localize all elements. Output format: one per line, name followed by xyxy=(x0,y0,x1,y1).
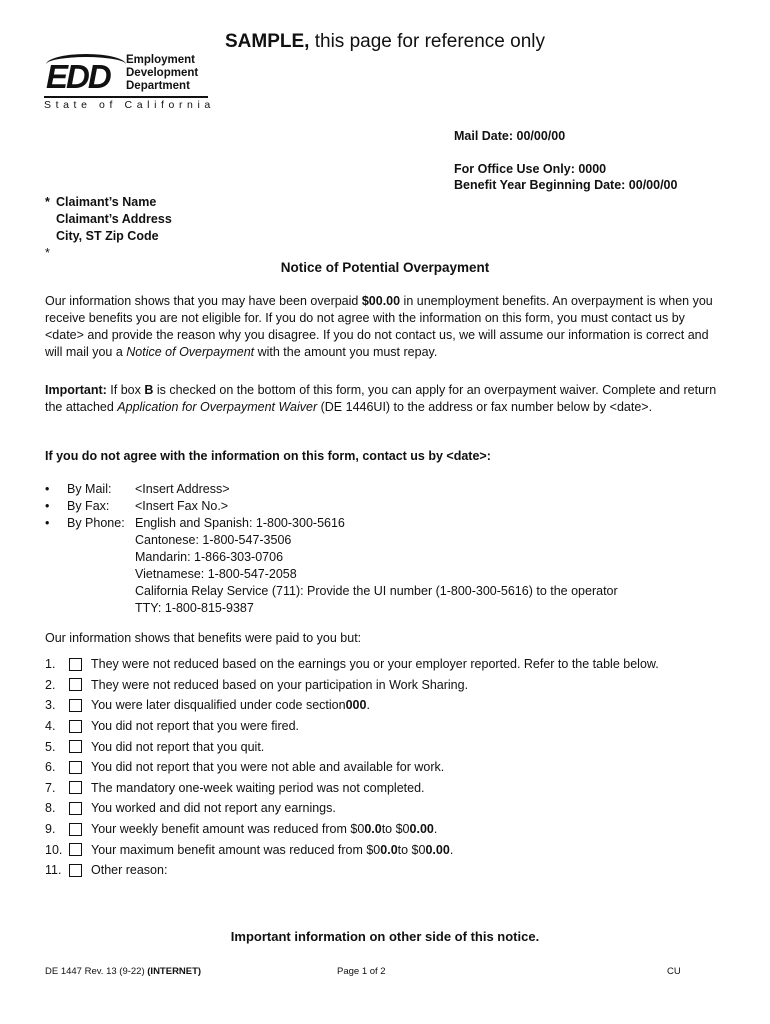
phone-line: Cantonese: 1-800-547-3506 xyxy=(135,533,292,547)
item-text: You did not report that you quit. xyxy=(91,739,265,754)
code-section: 000 xyxy=(345,698,367,713)
claimant-star-end: * xyxy=(45,246,50,260)
overpaid-amount: $00.00 xyxy=(361,294,401,308)
banner-bold: SAMPLE, xyxy=(225,31,310,52)
internet-tag: (INTERNET) xyxy=(147,966,202,977)
claimant-city: City, ST Zip Code xyxy=(56,229,159,243)
important-other-side: Important information on other side of this notice. xyxy=(230,929,540,944)
amount-from: 0.0 xyxy=(380,842,398,857)
notice-title: Notice of Potential Overpayment xyxy=(280,260,490,275)
para1-b: in unemployment benefits. An overpayment is when you receive benefits you are not eligible for. If you do not agree with the information on this form, you must contact us by <date> and provide the reason why you disagree. If you do not contact us, we will assume our information is correct and will mail you a xyxy=(45,294,713,359)
benefits-intro: Our information shows that benefits were paid to you but: xyxy=(45,631,362,645)
item-number: 4. xyxy=(45,719,56,734)
contact-fax xyxy=(45,498,618,515)
reason-item xyxy=(45,654,659,675)
phone-line: Vietnamese: 1-800-547-2058 xyxy=(135,567,297,581)
para1-a: Our information shows that you may have been overpaid xyxy=(45,294,362,308)
reason-checkbox[interactable] xyxy=(69,761,82,774)
banner-rest: this page for reference only xyxy=(309,31,545,52)
phone-label: By Phone: xyxy=(67,516,125,530)
page-number: Page 1 of 2 xyxy=(337,966,386,977)
item-tail: . xyxy=(366,698,370,713)
item-mid: to $0 xyxy=(381,822,410,837)
item-number: 2. xyxy=(45,677,56,692)
phone-line: California Relay Service (711): Provide the UI number (1-800-300-5616) to the operator xyxy=(135,584,618,598)
logo-mark: EDD xyxy=(46,58,110,95)
item-text: You did not report that you were fired. xyxy=(91,719,300,734)
important-label: Important: xyxy=(45,383,107,397)
claimant-block xyxy=(45,194,172,262)
item-number: 3. xyxy=(45,698,56,713)
para2-a: If box xyxy=(106,383,145,397)
item-text: They were not reduced based on the earnings you or your employer reported. Refer to the table below. xyxy=(91,657,659,672)
reason-checkbox[interactable] xyxy=(69,781,82,794)
item-number: 5. xyxy=(45,739,56,754)
item-tail: . xyxy=(449,842,454,857)
logo-line-1: Employment xyxy=(126,54,196,66)
logo-text xyxy=(126,54,198,93)
reason-checkbox[interactable] xyxy=(69,658,82,671)
claimant-name: Claimant’s Name xyxy=(56,195,157,209)
reason-item xyxy=(45,757,659,778)
reason-checkbox[interactable] xyxy=(69,843,82,856)
logo-line-3: Department xyxy=(126,80,190,92)
item-number: 11. xyxy=(45,863,62,878)
item-number: 8. xyxy=(45,801,56,816)
fax-value: <Insert Fax No.> xyxy=(135,499,229,513)
mail-date: Mail Date: 00/00/00 xyxy=(454,129,566,143)
amount-to: 0.00 xyxy=(409,822,434,837)
phone-line: TTY: 1-800-815-9387 xyxy=(135,601,254,615)
reason-checkbox[interactable] xyxy=(69,823,82,836)
logo-state: State of California xyxy=(44,96,208,112)
reason-item xyxy=(45,860,659,881)
contact-heading: If you do not agree with the information on this form, contact us by <date>: xyxy=(45,449,491,463)
bullet-icon: • xyxy=(45,482,50,496)
bullet-icon: • xyxy=(45,516,50,530)
reason-item xyxy=(45,839,659,860)
para1-c: with the amount you must repay. xyxy=(254,345,438,359)
reason-checkbox[interactable] xyxy=(69,699,82,712)
item-text: Your maximum benefit amount was reduced from $0 xyxy=(91,842,381,857)
claimant-star: * xyxy=(45,195,50,209)
notice-of-overpayment: Notice of Overpayment xyxy=(126,345,255,359)
reason-checkbox[interactable] xyxy=(69,740,82,753)
reason-item xyxy=(45,778,659,799)
logo-line-2: Development xyxy=(126,67,199,79)
office-use: For Office Use Only: 0000 xyxy=(454,162,607,176)
item-text: You did not report that you were not able and available for work. xyxy=(91,760,445,775)
reason-item xyxy=(45,695,659,716)
reason-item xyxy=(45,819,659,840)
reason-item xyxy=(45,675,659,696)
fax-label: By Fax: xyxy=(67,499,110,513)
contact-list xyxy=(45,481,618,617)
box-b: B xyxy=(144,383,154,397)
phone-line: English and Spanish: 1-800-300-5616 xyxy=(135,516,345,530)
item-number: 1. xyxy=(45,657,56,672)
para2-b: is checked on the bottom of this form, you can apply for an overpayment waiver. Complete and return the attached xyxy=(45,383,717,414)
item-tail: . xyxy=(433,822,438,837)
para2-c: (DE 1446UI) to the address or fax number below by <date>. xyxy=(317,400,653,414)
bullet-icon: • xyxy=(45,499,50,513)
amount-to: 0.00 xyxy=(425,842,450,857)
reason-checklist xyxy=(45,654,659,881)
overpayment-paragraph xyxy=(45,293,725,361)
amount-from: 0.0 xyxy=(364,822,382,837)
phone-line: Mandarin: 1-866-303-0706 xyxy=(135,550,284,564)
item-number: 7. xyxy=(45,780,56,795)
benefit-year-date: Benefit Year Beginning Date: 00/00/00 xyxy=(454,178,678,192)
reason-item xyxy=(45,716,659,737)
mail-label: By Mail: xyxy=(67,482,112,496)
form-id xyxy=(45,966,201,977)
form-number: DE 1447 Rev. 13 (9-22) xyxy=(45,966,148,977)
item-number: 9. xyxy=(45,822,56,837)
form-code: CU xyxy=(667,966,681,977)
reason-item xyxy=(45,736,659,757)
item-text: Your weekly benefit amount was reduced from $0 xyxy=(91,822,365,837)
sample-banner xyxy=(0,30,770,54)
reason-checkbox[interactable] xyxy=(69,720,82,733)
reason-checkbox[interactable] xyxy=(69,802,82,815)
edd-logo xyxy=(44,54,215,112)
item-text: Other reason: xyxy=(91,863,168,878)
item-mid: to $0 xyxy=(397,842,426,857)
item-text: You were later disqualified under code section xyxy=(91,698,346,713)
item-number: 10. xyxy=(45,842,63,857)
waiver-form-name: Application for Overpayment Waiver xyxy=(117,400,318,414)
reason-checkbox[interactable] xyxy=(69,678,82,691)
item-text: The mandatory one-week waiting period was not completed. xyxy=(91,780,425,795)
reason-item xyxy=(45,798,659,819)
waiver-paragraph xyxy=(45,382,725,416)
claimant-address: Claimant’s Address xyxy=(56,212,172,226)
item-text: You worked and did not report any earnings. xyxy=(91,801,336,816)
contact-phone xyxy=(45,515,618,532)
item-text: They were not reduced based on your participation in Work Sharing. xyxy=(91,677,469,692)
item-number: 6. xyxy=(45,760,56,775)
mail-value: <Insert Address> xyxy=(135,482,230,496)
contact-mail xyxy=(45,481,618,498)
reason-checkbox[interactable] xyxy=(69,864,82,877)
